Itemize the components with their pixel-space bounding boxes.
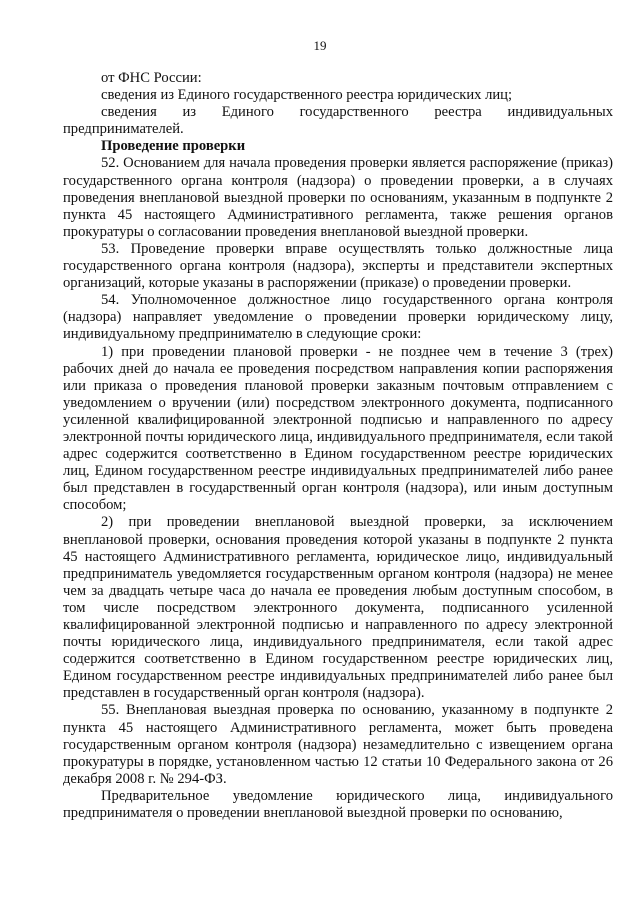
document-body (63, 70, 613, 822)
paragraph-fns-source: от ФНС России: (101, 70, 202, 86)
paragraph-52: 52. Основанием для начала проведения проверки является распоряжение (приказ) государственного органа контроля (надзора) о проведении проверки, а в случаях проведения внеплановой выездной проверки по основаниям, указанным в подпункте 2 пункта 45 настоящего Административного регламента, также решения органов прокуратуры о согласовании проведения внеплановой выездной проверки. (63, 155, 613, 240)
paragraph-egrip: сведения из Единого государственного реестра индивидуальных предпринимателей. (63, 104, 613, 138)
paragraph-54-item-2: 2) при проведении внеплановой выездной проверки, за исключением внеплановой проверки, основания проведения которой указаны в подпункте 2 пункта 45 настоящего Административного регламента, юридическое лицо, индивидуальный предприниматель уведомляется государственным органом контроля (надзора) не менее чем за двадцать четыре часа до начала ее проведения любым доступным способом, в том числе посредством электронного документа, подписанного усиленной квалифицированной электронной подписью и направленного по адресу электронной почты юридического лица, индивидуального предпринимателя, если такой адрес содержится соответственно в Едином государственном реестре юридических лиц, Едином государственном реестре индивидуальных предпринимателей либо ранее был представлен в государственный орган контроля (надзора). (63, 514, 613, 702)
section-heading: Проведение проверки (101, 138, 246, 155)
paragraph-53: 53. Проведение проверки вправе осуществлять только должностные лица государственного органа контроля (надзора), эксперты и представители экспертных организаций, которые указаны в распоряжении (приказе) о проведении проверки. (63, 240, 613, 292)
paragraph-54: 54. Уполномоченное должностное лицо государственного органа контроля (надзора) направляет уведомление о проведении проверки юридическому лицу, индивидуальному предпринимателю в следующие сроки: (63, 292, 613, 343)
page-number: 19 (313, 38, 327, 53)
paragraph-54-item-1: 1) при проведении плановой проверки - не позднее чем в течение 3 (трех) рабочих дней до начала ее проведения посредством направления копии распоряжения или приказа о проведения плановой проверки заказным почтовым отправлением с уведомлением о вручении (или) посредством электронного документа, подписанного усиленной квалифицированной электронной подписью и направленного по адресу электронной почты юридического лица, индивидуального предпринимателя, если такой адрес содержится соответственно в Едином государственном реестре юридических лиц, Едином государственном реестре индивидуальных предпринимателей либо ранее был представлен в государственный орган контроля (надзора), или иным доступным способом; (63, 343, 613, 514)
paragraph-notice: Предварительное уведомление юридического лица, индивидуального предпринимателя о проведении внеплановой выездной проверки по основанию, (63, 787, 613, 822)
paragraph-egrul: сведения из Единого государственного реестра юридических лиц; (101, 87, 513, 104)
paragraph-55: 55. Внеплановая выездная проверка по основанию, указанному в подпункте 2 пункта 45 настоящего Административного регламента, может быть проведена государственным органом контроля (надзора) незамедлительно с извещением органа прокуратуры в порядке, установленном частью 12 статьи 10 Федерального закона от 26 декабря 2008 г. № 294-ФЗ. (63, 702, 613, 787)
